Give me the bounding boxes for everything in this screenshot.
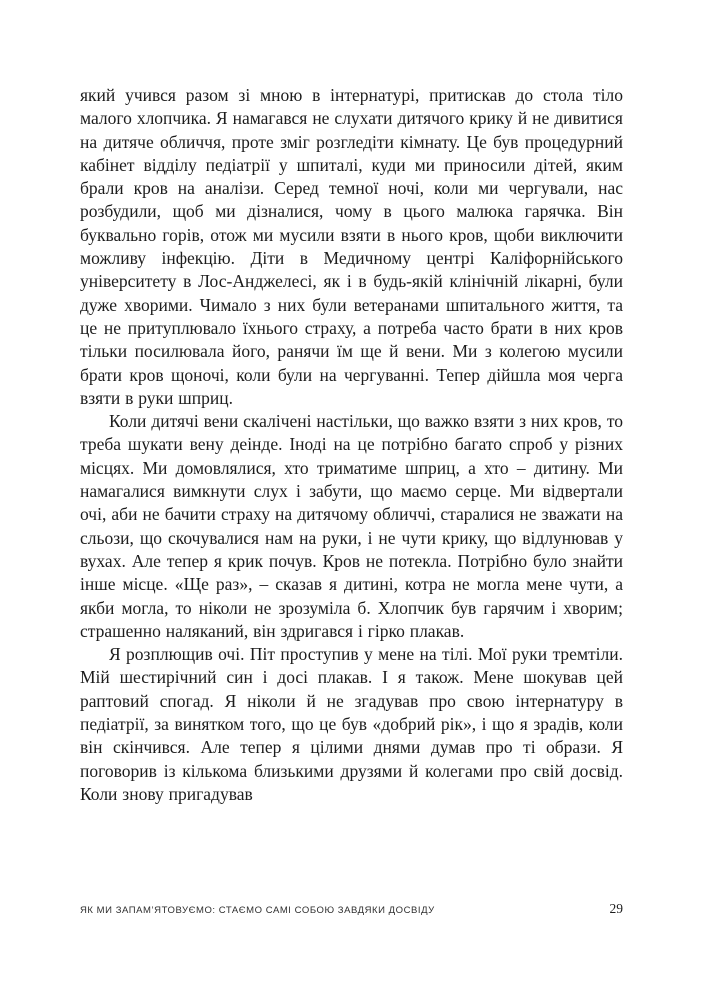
text-block — [80, 84, 623, 806]
running-footer-title: ЯК МИ ЗАПАМ’ЯТОВУЄМО: СТАЄМО САМІ СОБОЮ ЗАВДЯКИ ДОСВІДУ — [80, 905, 435, 916]
body-paragraph-2: Коли дитячі вени скалічені настільки, що важко взяти з них кров, то треба шукати вену деінде. Іноді на це потрібно багато спроб у різних місцях. Ми домовлялися, хто триматиме шприц, а хто – дитину. Ми намагалися вимкнути слух і забути, що маємо серце. Ми відвертали очі, аби не бачити страху на дитячому обличчі, старалися не зважати на сльози, що скочувалися нам на руки, і не чути крику, що відлунював у вухах. Але тепер я крик почув. Кров не потекла. Потрібно було знайти інше місце. «Ще раз», – сказав я дитині, котра не могла мене чути, а якби могла, то ніколи не зрозуміла б. Хлопчик був гарячим і хворим; страшенно наляканий, він здригався і гірко плакав. — [80, 411, 623, 641]
page-footer — [80, 901, 623, 917]
body-paragraph-1: який учився разом зі мною в інтернатурі, притискав до стола тіло малого хлопчика. Я намагався не слухати дитячого крику й не дивитися на дитяче обличчя, проте зміг розгледіти кімнату. Це був процедурний кабінет відділу педіатрії у шпиталі, куди ми приносили дітей, яким брали кров на аналізи. Серед темної ночі, коли ми чергували, нас розбудили, щоб ми дізналися, чому в цього малюка гарячка. Він буквально горів, отож ми мусили взяти в нього кров, щоби виключити можливу інфекцію. Діти в Медичному центрі Каліфорнійського університету в Лос-Анджелесі, як і в будь-якій клінічній лікарні, були дуже хворими. Чимало з них були ветеранами шпитального життя, та це не притуплювало їхнього страху, а потреба часто брати в них кров тільки посилювала його, ранячи їм ще й вени. Ми з колегою мусили брати кров щоночі, коли були на чергуванні. Тепер дійшла моя черга взяти в руки шприц. — [80, 85, 623, 408]
body-paragraph-3: Я розплющив очі. Піт проступив у мене на тілі. Мої руки тремтіли. Мій шестирічний син і досі плакав. І я також. Мене шокував цей раптовий спогад. Я ніколи й не згадував про свою інтернатуру в педіатрії, за винятком того, що це був «добрий рік», і що я зрадів, коли він скінчився. Але тепер я цілими днями думав про ті образи. Я поговорив із кількома близькими друзями й колегами про свій досвід. Коли знову пригадував — [80, 644, 623, 804]
page-number: 29 — [609, 901, 623, 916]
